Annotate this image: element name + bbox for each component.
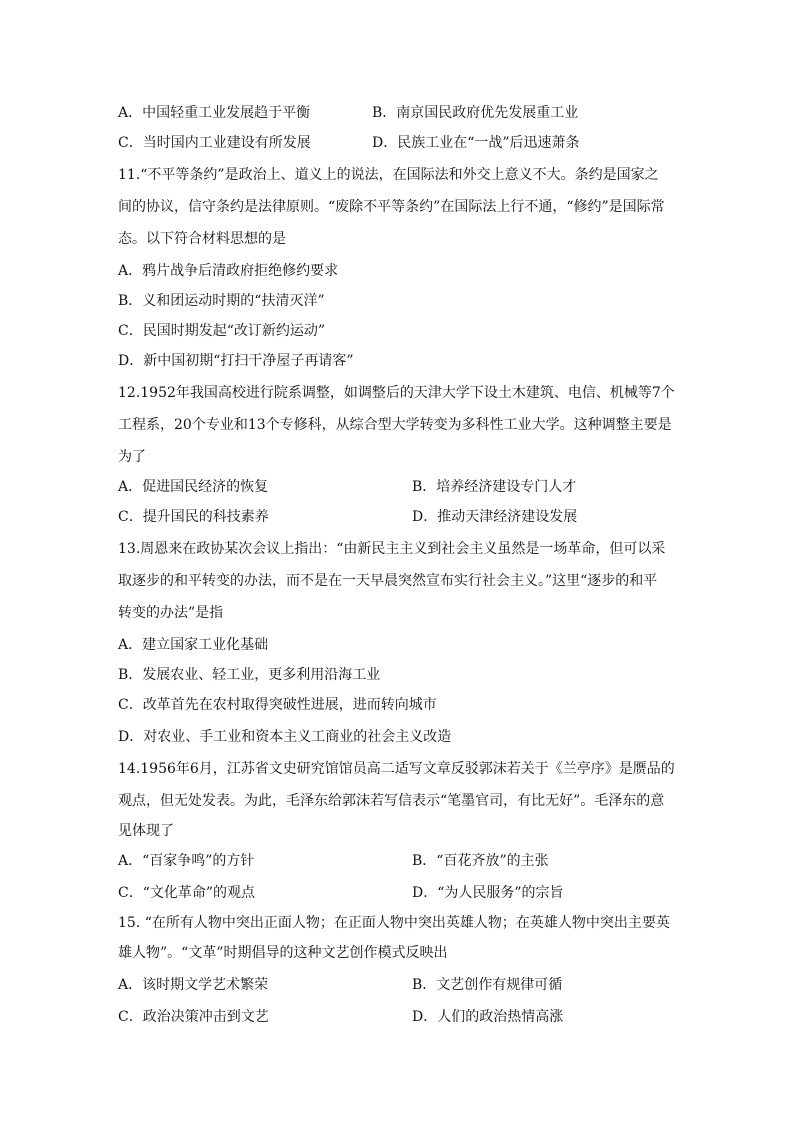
q14-stem-line-2: 观点，但无处发表。为此，毛泽东给郭沫若写信表示“笔墨官司，有比无好”。毛泽东的意 bbox=[118, 793, 665, 809]
q11-stem-line-3: 态。以下符合材料思想的是 bbox=[118, 231, 286, 247]
q12-option-b: B．培养经济建设专门人才 bbox=[412, 479, 577, 495]
q13-stem-line-1: 13.周恩来在政协某次会议上指出：“由新民主主义到社会主义虽然是一场革命，但可以采 bbox=[118, 541, 666, 557]
q11-option-d: D．新中国初期“打扫干净屋子再请客” bbox=[118, 353, 354, 369]
q13-stem-line-2: 取逐步的和平转变的办法，而不是在一天早晨突然宣布实行社会主义。”这里“逐步的和平 bbox=[118, 573, 658, 589]
q12-option-d: D．推动天津经济建设发展 bbox=[412, 509, 578, 525]
q10-option-d: D．民族工业在“一战”后迅速萧条 bbox=[372, 135, 580, 151]
q15-stem-line-2: 雄人物”。“文革”时期倡导的这种文艺创作模式反映出 bbox=[118, 945, 448, 961]
q13-option-d: D．对农业、手工业和资本主义工商业的社会主义改造 bbox=[118, 729, 452, 745]
q13-stem-line-3: 转变的办法”是指 bbox=[118, 605, 224, 621]
q12-stem-line-2: 工程系，20个专业和13个专修科，从综合型大学转变为多科性工业大学。这种调整主要是 bbox=[118, 417, 672, 433]
q12-option-c: C．提升国民的科技素养 bbox=[118, 509, 269, 525]
q12-stem-line-1: 12.1952年我国高校进行院系调整，如调整后的天津大学下设土木建筑、电信、机械等7个 bbox=[118, 385, 675, 401]
q14-option-a: A．“百家争鸣”的方针 bbox=[118, 853, 255, 869]
q11-option-a: A．鸦片战争后清政府拒绝修约要求 bbox=[118, 263, 339, 279]
q14-option-b: B．“百花齐放”的主张 bbox=[412, 853, 549, 869]
q15-stem-line-1: 15. “在所有人物中突出正面人物；在正面人物中突出英雄人物；在英雄人物中突出主要英 bbox=[118, 915, 670, 931]
q12-stem-line-3: 为了 bbox=[118, 449, 146, 465]
q11-option-b: B．义和团运动时期的“扶清灭洋” bbox=[118, 293, 325, 309]
q13-option-c: C．改革首先在农村取得突破性进展，进而转向城市 bbox=[118, 697, 437, 713]
q11-option-c: C．民国时期发起“改订新约运动” bbox=[118, 323, 326, 339]
q14-stem-line-1: 14.1956年6月，江苏省文史研究馆馆员高二适写文章反驳郭沫若关于《兰亭序》是赝品的 bbox=[118, 761, 675, 777]
q11-stem-line-1: 11.“不平等条约”是政治上、道义上的说法，在国际法和外交上意义不大。条约是国家之 bbox=[118, 167, 659, 183]
q10-option-c: C．当时国内工业建设有所发展 bbox=[118, 135, 311, 151]
q13-option-b: B．发展农业、轻工业，更多利用沿海工业 bbox=[118, 667, 381, 683]
q11-stem-line-2: 间的协议，信守条约是法律原则。“废除不平等条约”在国际法上行不通，“修约”是国际常 bbox=[118, 199, 665, 215]
q15-option-c: C．政治决策冲击到文艺 bbox=[118, 1009, 269, 1025]
q14-option-d: D．“为人民服务”的宗旨 bbox=[412, 885, 564, 901]
q15-option-a: A．该时期文学艺术繁荣 bbox=[118, 977, 269, 993]
q12-option-a: A．促进国民经济的恢复 bbox=[118, 479, 269, 495]
q14-option-c: C．“文化革命”的观点 bbox=[118, 885, 256, 901]
q13-option-a: A．建立国家工业化基础 bbox=[118, 637, 269, 653]
q15-option-d: D．人们的政治热情高涨 bbox=[412, 1009, 564, 1025]
q15-option-b: B．文艺创作有规律可循 bbox=[412, 977, 563, 993]
q10-option-a: A．中国轻重工业发展趋于平衡 bbox=[118, 105, 311, 121]
q10-option-b: B．南京国民政府优先发展重工业 bbox=[372, 105, 579, 121]
q14-stem-line-3: 见体现了 bbox=[118, 823, 174, 839]
